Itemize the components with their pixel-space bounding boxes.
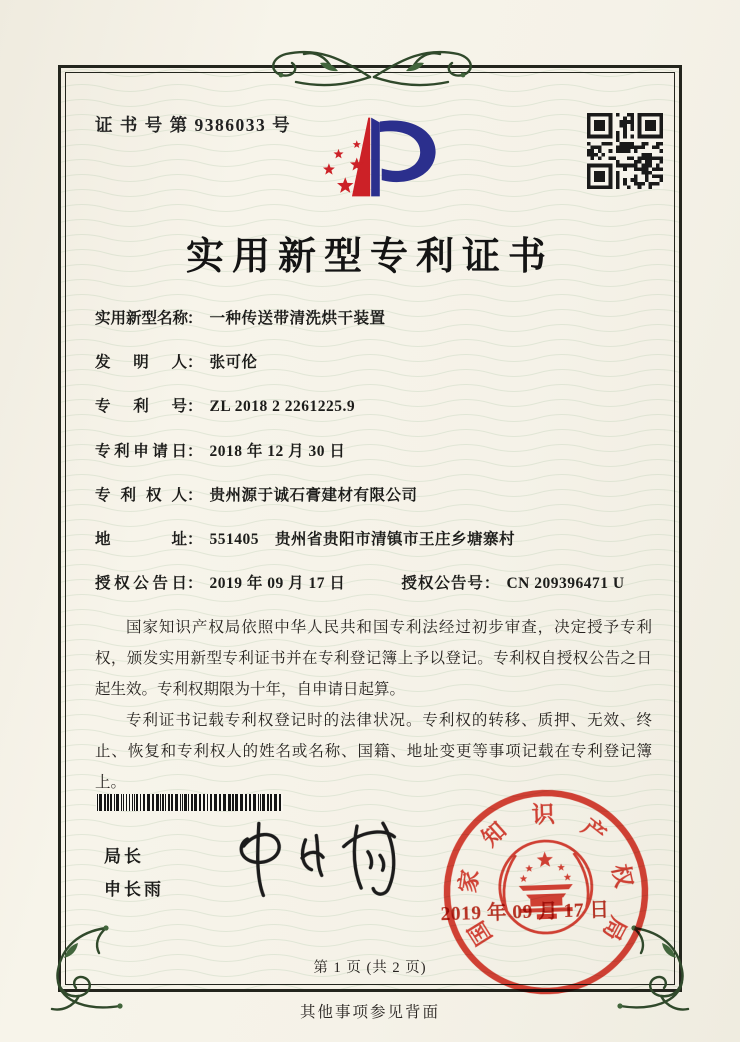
- field-row-name: [95, 306, 655, 328]
- signer-name: 申长雨: [104, 880, 164, 899]
- legal-paragraph-1: 国家知识产权局依照中华人民共和国专利法经过初步审查，决定授予专利权，颁发实用新型专利证书并在专利登记簿上予以登记。专利权自授权公告之日起生效。专利权期限为十年，自申请日起算。: [95, 619, 652, 698]
- field-label: 授权公告号: [401, 575, 484, 592]
- field-label: 专利权人: [95, 487, 187, 504]
- director-signature: [196, 802, 409, 909]
- field-label: 发明人: [95, 354, 187, 371]
- svg-text:产: 产: [576, 813, 611, 848]
- field-colon: ：: [187, 531, 203, 548]
- field-label: 专利申请日: [95, 443, 187, 460]
- field-value: CN 209396471 U: [506, 575, 625, 592]
- seal-date: 2019 年 09 月 17 日: [440, 899, 610, 926]
- svg-text:知: 知: [477, 817, 512, 852]
- field-label: 授权公告日: [95, 575, 187, 592]
- certificate-title: 实用新型专利证书: [185, 236, 554, 278]
- field-label: 地址: [95, 531, 187, 548]
- field-value: ZL 2018 2 2261225.9: [209, 398, 356, 415]
- field-label: 实用新型名称: [95, 310, 189, 327]
- svg-text:局: 局: [597, 912, 631, 945]
- field-row-inventor: [95, 350, 655, 372]
- field-value: 张可伦: [209, 354, 258, 371]
- field-row-address: [95, 527, 655, 549]
- field-colon: ：: [187, 487, 203, 504]
- field-value: 2018 年 12 月 30 日: [209, 443, 346, 460]
- field-value: 贵州源于诚石膏建材有限公司: [209, 487, 418, 504]
- field-colon: ：: [187, 575, 203, 592]
- field-colon: ：: [187, 443, 203, 460]
- field-value: 551405 贵州省贵阳市清镇市王庄乡塘寨村: [209, 531, 516, 548]
- top-flourish-ornament: [262, 36, 482, 98]
- field-value: 2019 年 09 月 17 日: [209, 575, 346, 592]
- field-colon: ：: [187, 354, 203, 371]
- legal-text: [95, 612, 652, 798]
- field-value: 一种传送带清洗烘干装置: [209, 310, 386, 327]
- page-number: 第 1 页 (共 2 页): [313, 960, 427, 976]
- reverse-side-note: 其他事项参见背面: [299, 1004, 440, 1021]
- field-colon: ：: [187, 398, 203, 415]
- svg-text:识: 识: [531, 801, 556, 828]
- field-colon: ：: [187, 310, 203, 327]
- svg-text:国: 国: [463, 916, 497, 950]
- cnipa-logo: [300, 110, 450, 206]
- signer-title: 局长: [104, 847, 144, 866]
- svg-text:权: 权: [607, 862, 637, 890]
- field-row-patent-no: [95, 394, 655, 416]
- field-row-patentee: [95, 483, 655, 505]
- field-colon: ：: [483, 575, 500, 592]
- certificate-number: 证 书 号 第 9386033 号: [95, 115, 292, 135]
- field-row-grant: [95, 571, 655, 593]
- qr-code: [587, 113, 663, 189]
- field-row-filing-date: [95, 439, 655, 461]
- field-label: 专利号: [95, 398, 187, 415]
- legal-paragraph-2: 专利证书记载专利权登记时的法律状况。专利权的转移、质押、无效、终止、恢复和专利权人的姓名或名称、国籍、地址变更等事项记载在专利登记簿上。: [95, 712, 652, 791]
- svg-text:家: 家: [455, 868, 484, 895]
